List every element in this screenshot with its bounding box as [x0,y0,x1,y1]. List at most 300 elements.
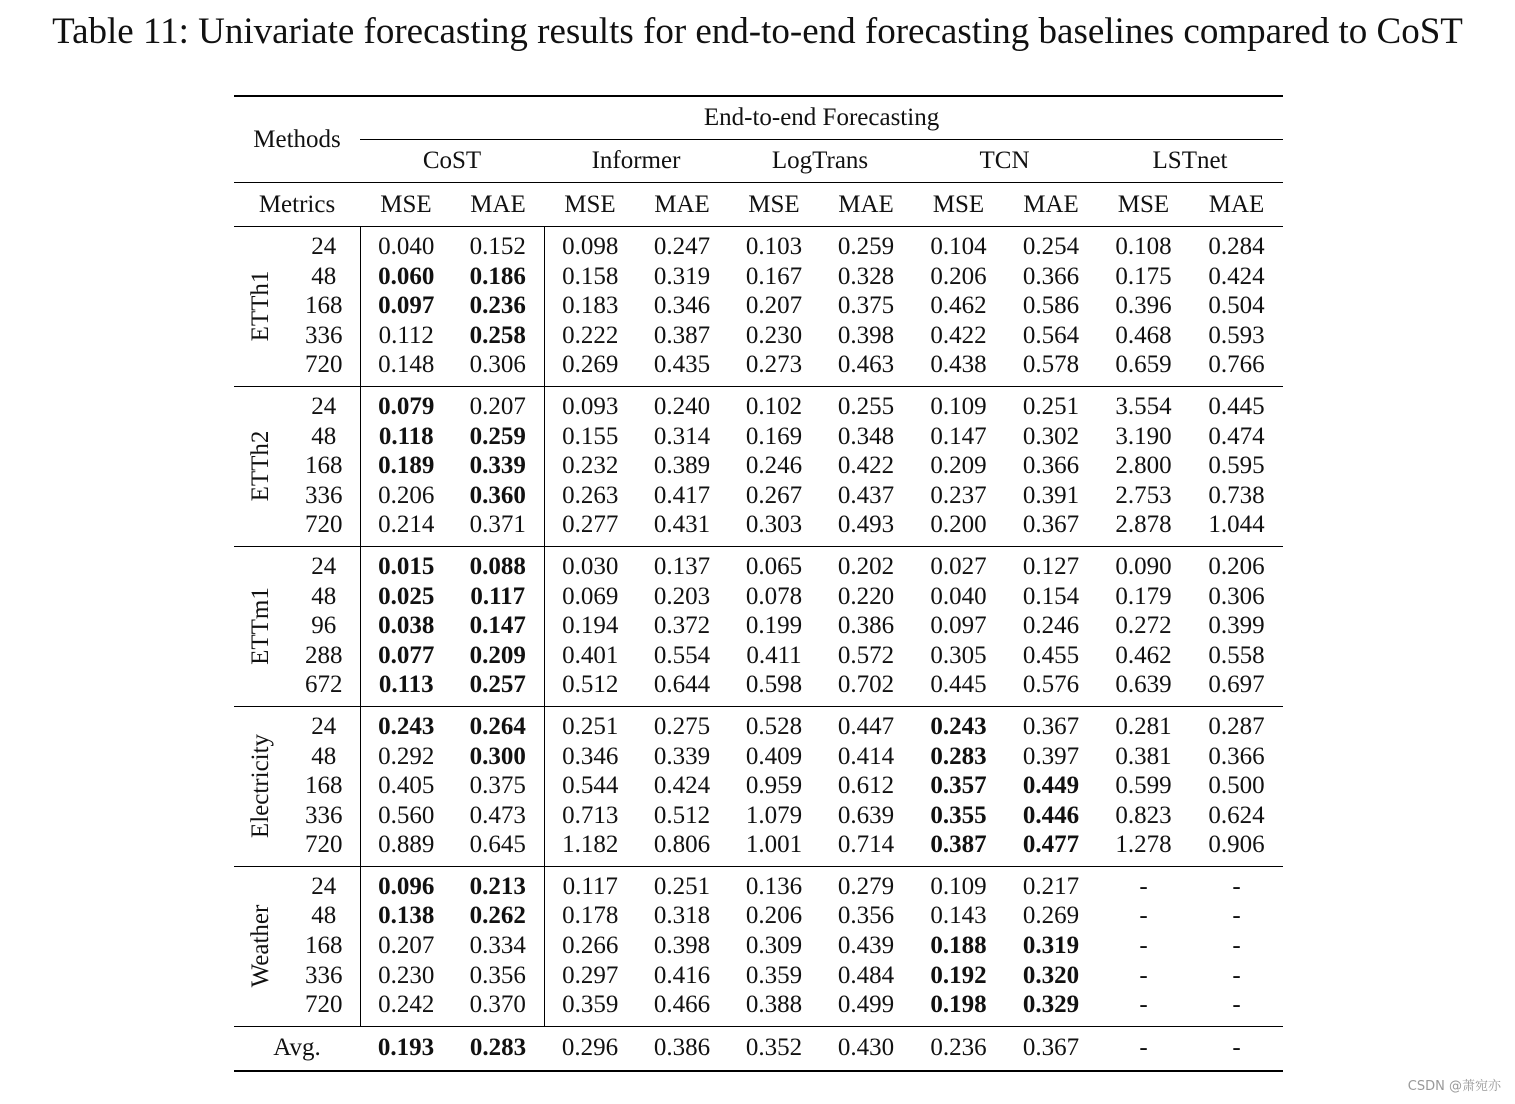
value-cell: 0.359 [745,961,803,989]
dataset-cell [234,386,288,546]
group-header: End-to-end Forecasting [360,96,1283,140]
value-cell: 0.738 [1208,481,1265,509]
value-cell: 0.397 [1022,742,1080,770]
value-cell: 0.297 [562,961,619,989]
value-cell: 0.386 [837,612,895,640]
value-cell: 0.152 [452,227,544,262]
value-cell: 0.500 [1208,772,1265,800]
table-row [234,422,1283,452]
value-cell: 0.077 [378,641,435,669]
value-cell: 0.477 [1022,831,1080,859]
value-cell: 3.190 [1115,422,1172,450]
value-cell: 0.283 [930,742,987,770]
dataset-label: ETTm1 [247,587,275,666]
value-cell: 0.175 [1115,262,1172,290]
value-cell: 0.360 [452,481,544,511]
value-cell: 0.217 [1005,866,1097,901]
value-cell: 0.266 [562,932,619,960]
value-cell: 0.281 [1097,706,1190,741]
metric-header: MAE [452,183,544,227]
value-cell: 0.387 [653,321,711,349]
value-cell: 0.090 [1097,546,1190,581]
value-cell: 0.093 [544,386,636,421]
value-cell: 0.136 [728,866,820,901]
value-cell: 0.463 [837,351,895,379]
value-cell: 0.209 [930,452,987,480]
dataset-label: ETTh2 [247,431,275,502]
value-cell: 0.262 [452,901,544,931]
value-cell: 0.292 [378,742,435,770]
value-cell: 0.279 [820,866,912,901]
value-cell: 0.504 [1208,292,1265,320]
value-cell: 0.158 [562,262,619,290]
value-cell: 0.263 [562,481,619,509]
value-cell: 0.455 [1022,641,1080,669]
value-cell: 0.138 [378,902,435,930]
value-cell: 0.309 [745,932,803,960]
value-cell: 0.375 [837,292,895,320]
value-cell: 0.167 [745,262,803,290]
value-cell: 0.329 [1022,991,1080,1019]
value-cell: 0.320 [1022,961,1080,989]
value-cell: 0.251 [544,706,636,741]
value-cell: 0.528 [728,706,820,741]
table-row [234,582,1283,612]
table-row [234,386,1283,421]
value-cell: 0.103 [728,227,820,262]
value-cell: 0.194 [562,612,619,640]
table-row [234,546,1283,581]
value-cell: 0.499 [837,991,895,1019]
value-cell: 0.269 [1022,902,1080,930]
table-row [234,961,1283,991]
value-cell: 0.645 [452,830,544,866]
model-header-informer: Informer [591,147,681,174]
value-cell: 0.273 [745,351,803,379]
horizon-cell: 336 [288,961,360,991]
value-cell: 0.118 [378,422,434,450]
value-cell: 0.097 [378,292,435,320]
value-cell: 0.257 [452,670,544,706]
value-cell: 0.346 [562,742,619,770]
value-cell: 0.305 [930,641,987,669]
value-cell: 0.702 [837,671,895,699]
value-cell: 0.243 [360,706,452,741]
metric-header: MAE [1005,183,1097,227]
value-cell: 0.359 [562,991,619,1019]
value-cell: 0.202 [820,546,912,581]
value-cell: 1.079 [745,801,803,829]
value-cell: 0.484 [837,961,895,989]
value-cell: 0.137 [636,546,728,581]
average-row [234,1026,1283,1071]
average-value-cell: 0.430 [820,1026,912,1071]
value-cell: 0.445 [1190,386,1283,421]
value-cell: 0.192 [930,961,987,989]
value-cell: 0.388 [745,991,803,1019]
horizon-cell: 168 [288,771,360,801]
horizon-cell: 720 [288,830,360,866]
value-cell: 0.040 [930,582,987,610]
value-cell: 0.237 [930,481,987,509]
value-cell: 2.878 [1115,511,1172,539]
value-cell: 0.599 [1115,772,1172,800]
dataset-cell [234,866,288,1026]
value-cell: 0.258 [452,321,544,351]
value-cell: 0.147 [930,422,987,450]
table-row [234,901,1283,931]
value-cell: 0.586 [1022,292,1080,320]
value-cell: 0.409 [745,742,803,770]
average-value-cell: 0.193 [360,1026,452,1071]
value-cell: 0.300 [452,742,544,772]
value-cell: 0.439 [837,932,895,960]
horizon-cell: 288 [288,641,360,671]
value-cell: 0.367 [1005,706,1097,741]
value-cell: 0.040 [360,227,452,262]
value-cell: 0.206 [930,262,987,290]
value-cell: 0.207 [745,292,803,320]
value-cell: 0.186 [452,262,544,292]
value-cell: 0.097 [930,612,987,640]
value-cell: 0.178 [562,902,619,930]
metrics-header: Metrics [234,183,360,227]
horizon-cell: 720 [288,350,360,386]
model-header-lstnet: LSTnet [1152,147,1228,174]
value-cell: 0.560 [378,801,435,829]
value-cell: 0.399 [1208,612,1265,640]
metric-header: MSE [728,183,820,227]
value-cell: 0.318 [653,902,711,930]
value-cell: 0.366 [1208,742,1265,770]
value-cell: 0.474 [1208,422,1265,450]
dataset-label: Electricity [247,734,275,839]
value-cell: - [1139,932,1148,960]
table-row [234,670,1283,706]
horizon-cell: 168 [288,451,360,481]
value-cell: 0.277 [562,511,619,539]
value-cell: 0.512 [653,801,711,829]
value-cell: 0.243 [912,706,1005,741]
value-cell: 0.104 [912,227,1005,262]
table-row [234,481,1283,511]
value-cell: 0.030 [544,546,636,581]
value-cell: 0.112 [378,321,434,349]
value-cell: 0.473 [452,801,544,831]
average-value-cell: - [1190,1026,1283,1071]
value-cell: 1.044 [1208,511,1265,539]
value-cell: 0.027 [912,546,1005,581]
value-cell: 0.823 [1115,801,1172,829]
horizon-cell: 24 [288,386,360,421]
value-cell: 0.714 [837,831,895,859]
value-cell: 0.179 [1115,582,1172,610]
value-cell: 0.247 [636,227,728,262]
value-cell: 0.806 [653,831,711,859]
table-row [234,742,1283,772]
metric-header: MSE [360,183,452,227]
value-cell: 0.155 [562,422,619,450]
value-cell: 0.108 [1097,227,1190,262]
table-row [234,990,1283,1026]
table-row [234,262,1283,292]
dataset-label: ETTh1 [247,271,275,342]
horizon-cell: 48 [288,742,360,772]
value-cell: 0.639 [837,801,895,829]
value-cell: 0.389 [653,452,711,480]
value-cell: 0.372 [653,612,711,640]
value-cell: 0.468 [1115,321,1172,349]
value-cell: 0.306 [452,350,544,386]
value-cell: 0.154 [1022,582,1080,610]
value-cell: 0.189 [378,452,435,480]
dataset-label: Weather [247,905,275,988]
value-cell: 0.381 [1115,742,1172,770]
value-cell: 0.558 [1208,641,1265,669]
dataset-cell [234,546,288,706]
value-cell: 0.449 [1022,772,1080,800]
table-row [234,931,1283,961]
average-value-cell: 0.367 [1005,1026,1097,1071]
value-cell: 0.287 [1190,706,1283,741]
value-cell: 0.264 [452,706,544,741]
value-cell: - [1232,961,1241,989]
value-cell: 0.564 [1022,321,1080,349]
value-cell: 0.422 [837,452,895,480]
value-cell: 0.117 [544,866,636,901]
value-cell: 0.303 [745,511,803,539]
value-cell: 0.232 [562,452,619,480]
results-table [234,95,1283,1072]
value-cell: 3.554 [1097,386,1190,421]
value-cell: 0.446 [1022,801,1080,829]
value-cell: - [1190,866,1283,901]
value-cell: 0.246 [745,452,803,480]
value-cell: 0.251 [636,866,728,901]
value-cell: 0.284 [1190,227,1283,262]
value-cell: 0.169 [745,422,803,450]
horizon-cell: 48 [288,901,360,931]
value-cell: 1.001 [745,831,803,859]
value-cell: 0.512 [562,671,619,699]
table-row [234,801,1283,831]
value-cell: 0.098 [544,227,636,262]
value-cell: 0.578 [1022,351,1080,379]
value-cell: 0.339 [653,742,711,770]
value-cell: 0.065 [728,546,820,581]
horizon-cell: 336 [288,481,360,511]
metric-header: MAE [636,183,728,227]
value-cell: 0.230 [378,961,435,989]
average-value-cell: 0.386 [636,1026,728,1071]
value-cell: 0.396 [1115,292,1172,320]
horizon-cell: 720 [288,510,360,546]
table-row [234,227,1283,262]
value-cell: 0.183 [562,292,619,320]
value-cell: 0.272 [1115,612,1172,640]
table-row [234,291,1283,321]
value-cell: 0.314 [653,422,711,450]
value-cell: - [1139,961,1148,989]
value-cell: 0.113 [378,671,434,699]
table-row [234,641,1283,671]
value-cell: 0.435 [653,351,711,379]
value-cell: 0.375 [452,771,544,801]
table-caption: Table 11: Univariate forecasting results for end-to-end forecasting baselines compared to CoST [52,11,1463,52]
value-cell: 0.206 [745,902,803,930]
value-cell: - [1232,932,1241,960]
average-label: Avg. [234,1026,360,1071]
horizon-cell: 168 [288,931,360,961]
value-cell: 0.624 [1208,801,1265,829]
value-cell: 0.697 [1208,671,1265,699]
value-cell: 0.079 [360,386,452,421]
value-cell: 0.096 [360,866,452,901]
value-cell: 0.213 [452,866,544,901]
value-cell: 0.236 [452,291,544,321]
dataset-cell [234,227,288,387]
horizon-cell: 24 [288,866,360,901]
value-cell: 0.371 [452,510,544,546]
value-cell: - [1139,902,1148,930]
methods-header: Methods [234,96,360,183]
value-cell: 0.367 [1022,511,1080,539]
value-cell: 0.572 [837,641,895,669]
horizon-cell: 336 [288,321,360,351]
value-cell: 0.203 [653,582,711,610]
table-row [234,771,1283,801]
value-cell: 0.198 [930,991,987,1019]
metric-header: MSE [912,183,1005,227]
value-cell: 0.038 [378,612,435,640]
value-cell: 0.069 [562,582,619,610]
value-cell: 0.246 [1022,612,1080,640]
value-cell: 0.387 [930,831,987,859]
value-cell: - [1232,902,1241,930]
value-cell: 0.398 [653,932,711,960]
horizon-cell: 24 [288,706,360,741]
value-cell: 0.230 [745,321,803,349]
value-cell: 0.370 [452,990,544,1026]
horizon-cell: 48 [288,582,360,612]
horizon-cell: 48 [288,262,360,292]
table-row [234,451,1283,481]
value-cell: 0.445 [930,671,987,699]
value-cell: 0.366 [1022,452,1080,480]
value-cell: 0.251 [1005,386,1097,421]
value-cell: - [1139,991,1148,1019]
value-cell: 0.220 [837,582,895,610]
value-cell: 0.302 [1022,422,1080,450]
value-cell: 0.355 [930,801,987,829]
value-cell: 0.462 [930,292,987,320]
table-row [234,321,1283,351]
value-cell: 0.078 [745,582,803,610]
average-value-cell: 0.352 [728,1026,820,1071]
value-cell: 0.206 [1190,546,1283,581]
table-row [234,866,1283,901]
value-cell: 0.766 [1208,351,1265,379]
value-cell: - [1097,866,1190,901]
value-cell: 0.462 [1115,641,1172,669]
value-cell: 0.346 [653,292,711,320]
value-cell: 0.200 [930,511,987,539]
value-cell: 0.199 [745,612,803,640]
value-cell: 0.242 [378,991,435,1019]
value-cell: 0.356 [837,902,895,930]
average-value-cell: - [1097,1026,1190,1071]
horizon-cell: 24 [288,227,360,262]
average-value-cell: 0.283 [452,1026,544,1071]
value-cell: 0.319 [653,262,711,290]
value-cell: 0.595 [1208,452,1265,480]
value-cell: 0.025 [378,582,435,610]
value-cell: 0.659 [1115,351,1172,379]
value-cell: 0.366 [1022,262,1080,290]
value-cell: 0.466 [653,991,711,1019]
value-cell: 0.391 [1022,481,1080,509]
value-cell: 0.109 [912,386,1005,421]
table-row [234,350,1283,386]
horizon-cell: 720 [288,990,360,1026]
metric-header: MAE [1190,183,1283,227]
value-cell: 0.593 [1208,321,1265,349]
value-cell: 1.278 [1115,831,1172,859]
value-cell: - [1232,991,1241,1019]
horizon-cell: 672 [288,670,360,706]
model-header-logtrans: LogTrans [771,147,869,174]
value-cell: 0.259 [452,422,544,452]
value-cell: 2.800 [1115,452,1172,480]
value-cell: 0.713 [562,801,619,829]
value-cell: 0.612 [837,772,895,800]
value-cell: 0.147 [452,611,544,641]
value-cell: 0.222 [562,321,619,349]
value-cell: 0.015 [360,546,452,581]
value-cell: 0.348 [837,422,895,450]
value-cell: 0.422 [930,321,987,349]
value-cell: 0.356 [452,961,544,991]
value-cell: 0.060 [378,262,435,290]
metric-header: MAE [820,183,912,227]
value-cell: 0.143 [930,902,987,930]
metric-header: MSE [1097,183,1190,227]
horizon-cell: 48 [288,422,360,452]
watermark: CSDN @萧宛亦 [1407,1079,1501,1094]
value-cell: 0.206 [378,481,435,509]
value-cell: 0.275 [636,706,728,741]
value-cell: 0.414 [837,742,895,770]
value-cell: 0.102 [728,386,820,421]
value-cell: 0.544 [562,772,619,800]
value-cell: 0.127 [1005,546,1097,581]
value-cell: 0.906 [1208,831,1265,859]
value-cell: 0.148 [378,351,435,379]
value-cell: 0.254 [1005,227,1097,262]
value-cell: 0.357 [930,772,987,800]
table-row [234,611,1283,641]
table-row [234,830,1283,866]
value-cell: 0.319 [1022,932,1080,960]
value-cell: 0.431 [653,511,711,539]
table-row [234,706,1283,741]
value-cell: 0.959 [745,772,803,800]
horizon-cell: 336 [288,801,360,831]
value-cell: 0.334 [452,931,544,961]
horizon-cell: 96 [288,611,360,641]
value-cell: 1.182 [562,831,619,859]
value-cell: 0.889 [378,831,435,859]
